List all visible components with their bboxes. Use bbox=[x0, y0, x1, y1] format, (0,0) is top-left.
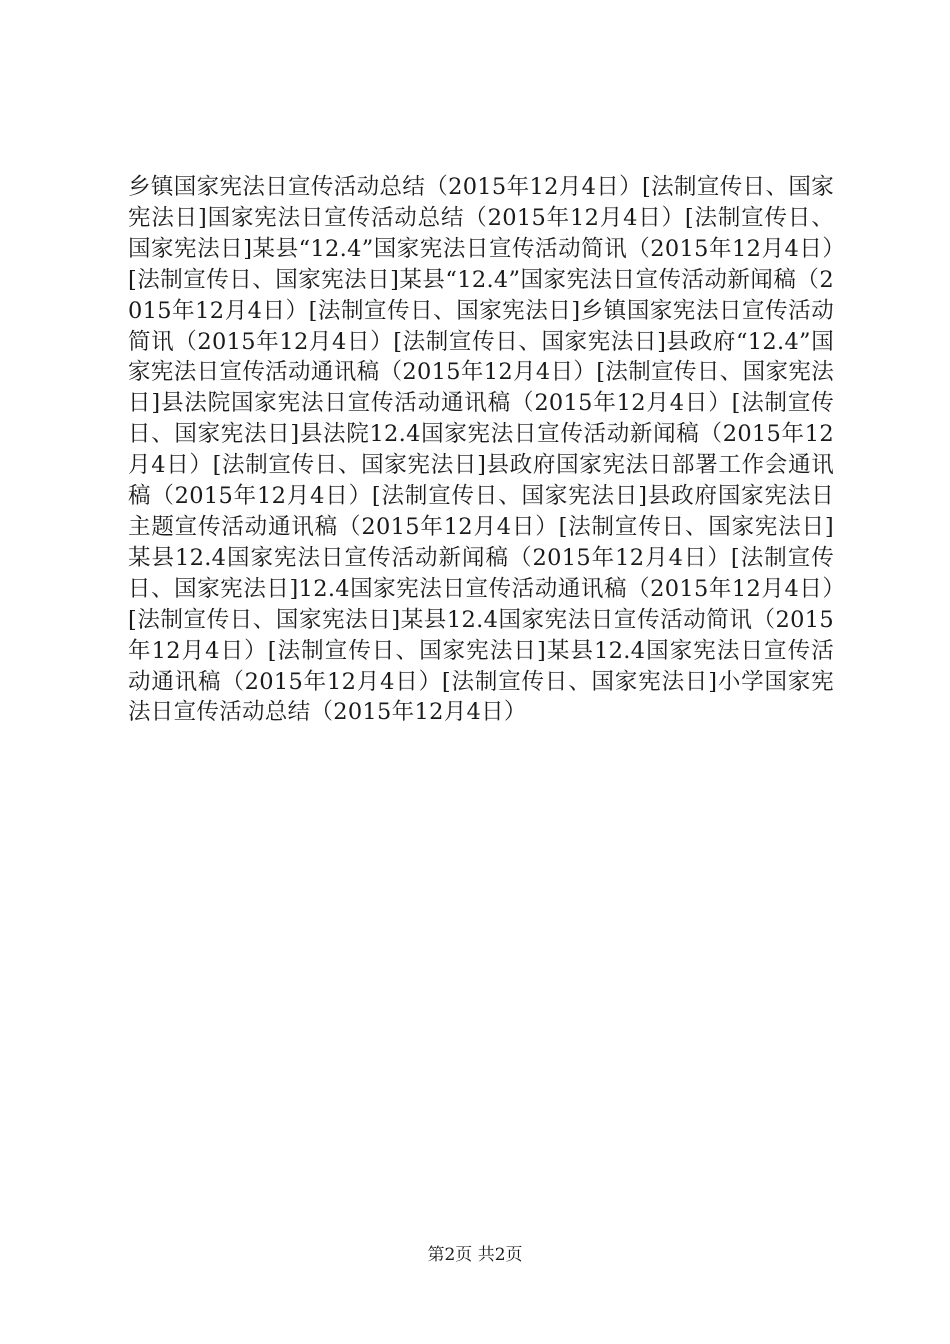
page-footer: 第2页 共2页 bbox=[427, 1245, 523, 1265]
body-paragraph: 乡镇国家宪法日宣传活动总结（2015年12月4日）[法制宣传日、国家宪法日]国家宪法日宣传活动总结（2015年12月4日）[法制宣传日、国家宪法日]某县“12.4”国家宪法日宣传活动简讯（2015年12月4日）[法制宣传日、国家宪法日]某县“12.4”国家宪法日宣传活动新闻稿（2015年12月4日）[法制宣传日、国家宪法日]乡镇国家宪法日宣传活动简讯（2015年12月4日）[法制宣传日、国家宪法日]县政府“12.4”国家宪法日宣传活动通讯稿（2015年12月4日）[法制宣传日、国家宪法日]县法院国家宪法日宣传活动通讯稿（2015年12月4日）[法制宣传日、国家宪法日]县法院12.4国家宪法日宣传活动新闻稿（2015年12月4日）[法制宣传日、国家宪法日]县政府国家宪法日部署工作会通讯稿（2015年12月4日）[法制宣传日、国家宪法日]县政府国家宪法日主题宣传活动通讯稿（2015年12月4日）[法制宣传日、国家宪法日]某县12.4国家宪法日宣传活动新闻稿（2015年12月4日）[法制宣传日、国家宪法日]12.4国家宪法日宣传活动通讯稿（2015年12月4日）[法制宣传日、国家宪法日]某县12.4国家宪法日宣传活动简讯（2015年12月4日）[法制宣传日、国家宪法日]某县12.4国家宪法日宣传活动通讯稿（2015年12月4日）[法制宣传日、国家宪法日]小学国家宪法日宣传活动总结（2015年12月4日） bbox=[128, 174, 834, 726]
